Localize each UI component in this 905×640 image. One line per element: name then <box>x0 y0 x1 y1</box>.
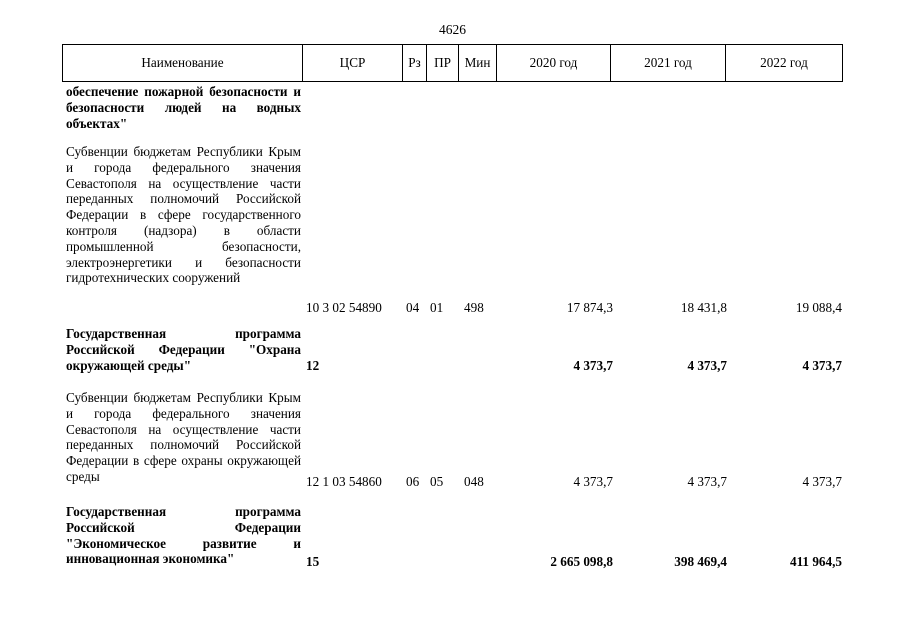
row-name: Государственная программа Российской Федерации "Экономическое развитие и инновационная экономика" <box>66 504 301 567</box>
row-min: 048 <box>464 474 484 490</box>
column-header-rz: Рз <box>403 45 427 82</box>
row-2021: 18 431,8 <box>680 300 727 316</box>
row-2022: 19 088,4 <box>795 300 842 316</box>
row-2022: 411 964,5 <box>789 554 842 570</box>
row-name: обеспечение пожарной безопасности и безопасности людей на водных объектах" <box>66 84 301 131</box>
column-header-name: Наименование <box>63 45 303 82</box>
row-2021: 4 373,7 <box>687 358 727 374</box>
page-number: 4626 <box>439 22 466 37</box>
row-2021: 4 373,7 <box>687 474 727 490</box>
row-name: Государственная программа Российской Федерации "Охрана окружающей среды" <box>66 326 301 373</box>
row-2020: 17 874,3 <box>566 300 613 316</box>
row-name: Субвенции бюджетам Республики Крым и города федерального значения Севастополя на осуществление части переданных полномочий Российской Федерации в сфере охраны окружающей среды <box>66 390 301 484</box>
table-header <box>62 44 843 82</box>
row-csr: 12 <box>306 358 320 374</box>
column-header-2022: 2022 год <box>726 45 843 82</box>
column-header-2021: 2021 год <box>611 45 726 82</box>
row-2020: 4 373,7 <box>573 358 613 374</box>
table-row <box>62 144 842 316</box>
table-row <box>62 390 842 490</box>
row-csr: 12 1 03 54860 <box>306 474 382 490</box>
row-pr: 05 <box>430 474 444 490</box>
table-row <box>62 326 842 374</box>
row-2020: 4 373,7 <box>573 474 613 490</box>
row-2022: 4 373,7 <box>802 474 842 490</box>
row-rz: 06 <box>406 474 420 490</box>
table-row <box>62 84 842 132</box>
row-rz: 04 <box>406 300 420 316</box>
row-pr: 01 <box>430 300 444 316</box>
column-header-pr: ПР <box>427 45 459 82</box>
row-csr: 15 <box>306 554 320 570</box>
column-header-min: Мин <box>459 45 497 82</box>
column-header-2020: 2020 год <box>497 45 611 82</box>
row-csr: 10 3 02 54890 <box>306 300 382 316</box>
column-header-csr: ЦСР <box>303 45 403 82</box>
table-row <box>62 504 842 570</box>
row-2021: 398 469,4 <box>674 554 727 570</box>
row-name: Субвенции бюджетам Республики Крым и города федерального значения Севастополя на осуществление части переданных полномочий Российской Федерации в сфере государственного контроля (надзора) в области промышленной безопасности, электроэнергетики и безопасности гидротехнических сооружений <box>66 144 301 286</box>
row-2022: 4 373,7 <box>802 358 842 374</box>
row-min: 498 <box>464 300 484 316</box>
row-2020: 2 665 098,8 <box>550 554 613 570</box>
